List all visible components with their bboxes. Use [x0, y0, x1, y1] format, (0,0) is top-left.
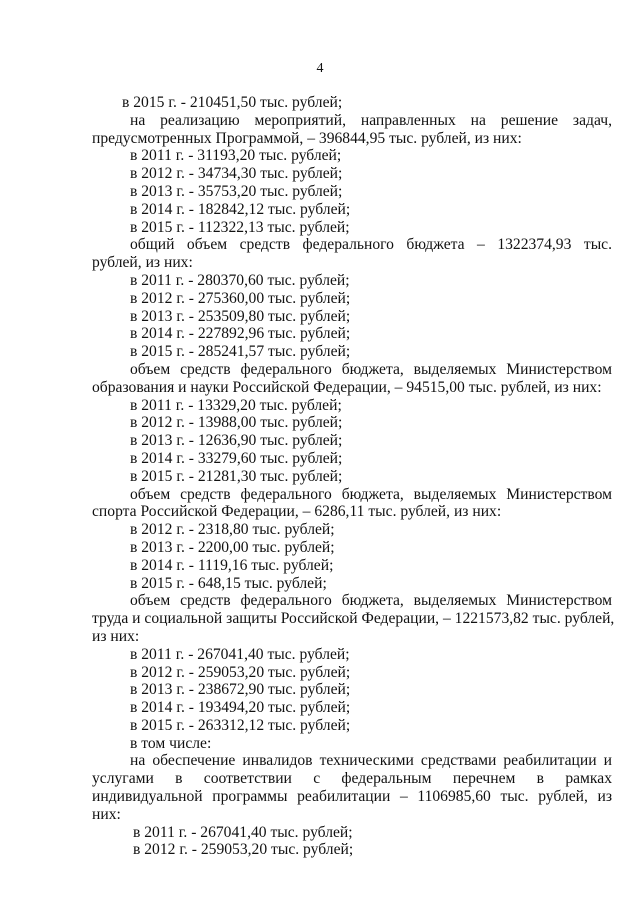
text-line: в 2011 г. - 267041,40 тыс. рублей;: [130, 645, 350, 663]
text-line: объем средств федерального бюджета, выделяемых Министерством: [130, 592, 612, 610]
text-line: в 2012 г. - 259053,20 тыс. рублей;: [130, 663, 351, 681]
text-line: в 2015 г. - 112322,13 тыс. рублей;: [130, 218, 350, 236]
text-line: в 2015 г. - 21281,30 тыс. рублей;: [130, 467, 343, 485]
text-line: в 2012 г. - 2318,80 тыс. рублей;: [130, 521, 335, 539]
text-line: индивидуальной программы реабилитации – 1106985,60 тыс. рублей, из: [92, 788, 612, 806]
text-line: предусмотренных Программой, – 396844,95 тыс. рублей, из них:: [92, 129, 522, 147]
text-line: в том числе:: [130, 734, 212, 752]
text-line: в 2012 г. - 13988,00 тыс. рублей;: [130, 414, 343, 432]
text-line: в 2013 г. - 238672,90 тыс. рублей;: [130, 681, 351, 699]
text-line: в 2011 г. - 13329,20 тыс. рублей;: [130, 396, 342, 414]
text-line: объем средств федерального бюджета, выделяемых Министерством: [130, 485, 612, 503]
text-line: в 2012 г. - 275360,00 тыс. рублей;: [130, 289, 351, 307]
document-body: [92, 94, 615, 859]
text-line: в 2015 г. - 263312,12 тыс. рублей;: [130, 716, 351, 734]
page-number: 4: [316, 61, 324, 76]
text-line: спорта Российской Федерации, – 6286,11 тыс. рублей, из них:: [92, 503, 502, 521]
text-line: в 2011 г. - 267041,40 тыс. рублей;: [133, 823, 353, 841]
text-line: в 2012 г. - 259053,20 тыс. рублей;: [133, 841, 354, 859]
text-line: в 2013 г. - 2200,00 тыс. рублей;: [130, 538, 335, 556]
text-line: в 2013 г. - 12636,90 тыс. рублей;: [130, 432, 343, 450]
text-line: из них:: [92, 627, 140, 645]
text-line: в 2015 г. - 648,15 тыс. рублей;: [130, 574, 327, 592]
text-line: объем средств федерального бюджета, выделяемых Министерством: [130, 360, 612, 378]
text-line: общий объем средств федерального бюджета – 1322374,93 тыс.: [130, 236, 612, 254]
text-line: в 2012 г. - 34734,30 тыс. рублей;: [130, 165, 343, 183]
text-line: в 2013 г. - 253509,80 тыс. рублей;: [130, 307, 351, 325]
text-line: образования и науки Российской Федерации, – 94515,00 тыс. рублей, из них:: [92, 378, 602, 396]
text-line: в 2015 г. - 285241,57 тыс. рублей;: [130, 343, 351, 361]
text-line: рублей, из них:: [92, 254, 193, 272]
text-line: в 2014 г. - 1119,16 тыс. рублей;: [130, 556, 334, 574]
text-line: труда и социальной защиты Российской Федерации, – 1221573,82 тыс. рублей,: [92, 610, 615, 628]
text-line: в 2014 г. - 193494,20 тыс. рублей;: [130, 699, 351, 717]
text-line: на реализацию мероприятий, направленных на решение задач,: [130, 111, 612, 129]
text-line: в 2014 г. - 33279,60 тыс. рублей;: [130, 449, 343, 467]
text-line: в 2015 г. - 210451,50 тыс. рублей;: [122, 94, 343, 111]
text-line: в 2011 г. - 31193,20 тыс. рублей;: [130, 147, 342, 165]
text-line: услугами в соответствии с федеральным перечнем в рамках: [92, 770, 612, 788]
text-line: в 2014 г. - 182842,12 тыс. рублей;: [130, 200, 351, 218]
text-line: в 2014 г. - 227892,96 тыс. рублей;: [130, 325, 351, 343]
text-line: на обеспечение инвалидов техническими средствами реабилитации и: [130, 752, 612, 770]
text-line: них:: [92, 805, 121, 823]
text-line: в 2011 г. - 280370,60 тыс. рублей;: [130, 271, 350, 289]
text-line: в 2013 г. - 35753,20 тыс. рублей;: [130, 182, 343, 200]
